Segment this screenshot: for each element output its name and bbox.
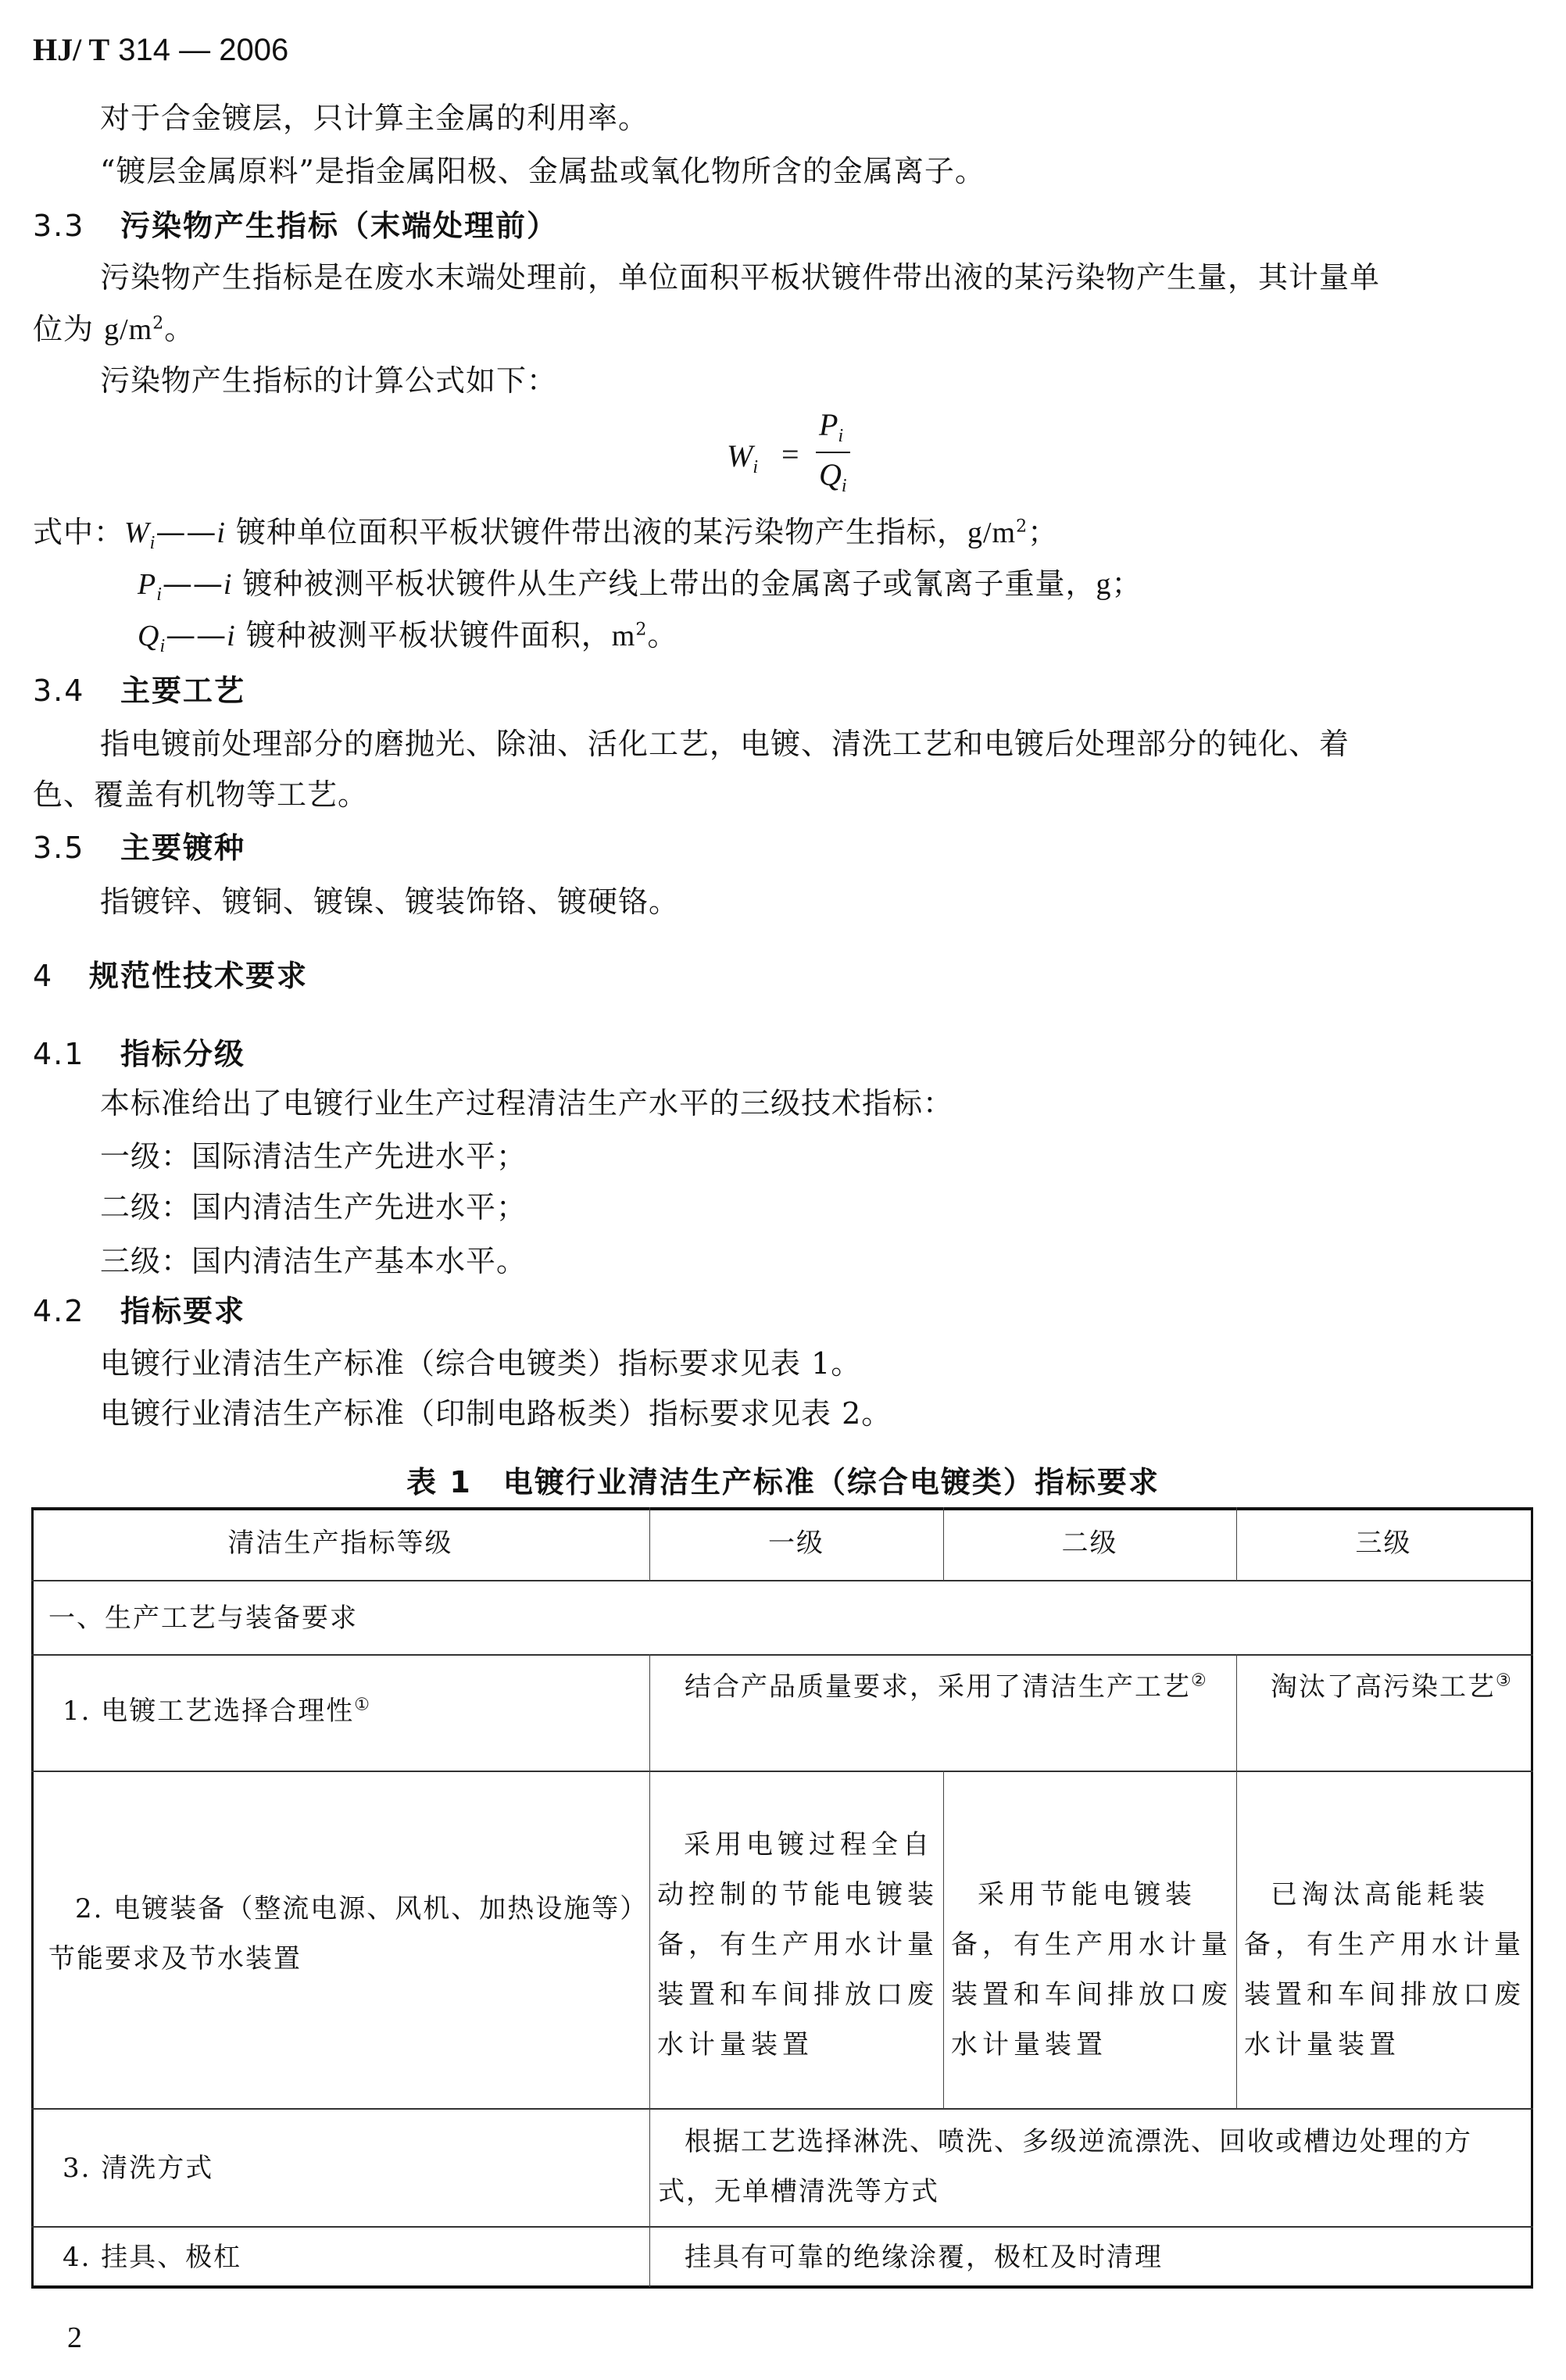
formula-pollutant-index: [727, 406, 883, 500]
unit-exponent: 2: [152, 313, 165, 334]
table-header-level-1: 一级: [768, 1528, 824, 1559]
section-title: 指标要求: [120, 1294, 246, 1328]
section-heading-4-1: [33, 1036, 245, 1072]
section-title: 指标分级: [120, 1037, 246, 1071]
paragraph-alloy-note: 对于合金镀层，只计算主金属的利用率。: [100, 101, 649, 135]
section-title: 主要工艺: [120, 674, 246, 708]
formula-equals: =: [781, 437, 799, 472]
paragraph-metal-material-definition: “镀层金属原料”是指金属阳极、金属盐或氧化物所含的金属离子。: [100, 154, 985, 188]
table-row-2-level-3: 已淘汰高能耗装备，有生产用水计量装置和车间排放口废水计量装置: [1244, 1879, 1525, 2060]
formula-numerator: $P_i$: [819, 407, 844, 446]
section-number: 4: [33, 959, 54, 993]
paragraph-pollutant-definition-line2: [33, 311, 195, 348]
table-row-3-all-levels: 根据工艺选择淋洗、喷洗、多级逆流漂洗、回收或槽边处理的方式，无单槽清洗等方式: [658, 2126, 1472, 2207]
grade-level-3: 三级：国内清洁生产基本水平。: [100, 1244, 527, 1278]
table-title: 表 1 电镀行业清洁生产标准（综合电镀类）指标要求: [406, 1465, 1160, 1499]
standard-code-header: [33, 31, 288, 69]
row-divider: [31, 2226, 1533, 2228]
grade-level-1: 一级：国际清洁生产先进水平；: [100, 1139, 527, 1174]
where-clause-p: $P_i——i$ 镀种被测平板状镀件从生产线上带出的金属离子或氰离子重量，g；: [138, 566, 1142, 605]
paragraph-table2-reference: 电镀行业清洁生产标准（印制电路板类）指标要求见表 2。: [100, 1396, 892, 1431]
table-row-2-level-1: 采用电镀过程全自动控制的节能电镀装备，有生产用水计量装置和车间排放口废水计量装置: [657, 1829, 939, 2060]
paragraph-grading-intro: 本标准给出了电镀行业生产过程清洁生产水平的三级技术指标：: [100, 1086, 954, 1120]
paragraph-pollutant-definition-line1: 污染物产生指标是在废水末端处理前，单位面积平板状镀件带出液的某污染物产生量，其计量单: [100, 260, 1381, 295]
table-row-2-level-2: 采用节能电镀装备，有生产用水计量装置和车间排放口废水计量装置: [951, 1879, 1232, 2060]
paragraph-main-plating-types: 指镀锌、镀铜、镀镍、镀装饰铬、镀硬铬。: [100, 884, 680, 919]
table-row-1-indicator: 1. 电镀工艺选择合理性①: [63, 1695, 371, 1727]
row-divider: [31, 1654, 1533, 1656]
where-clause-q: $Q_i——i$ 镀种被测平板状镀件面积，$m^2$。: [138, 618, 678, 656]
section-heading-3-5: [33, 830, 245, 866]
standard-code-prefix: HJ/ T: [33, 32, 110, 67]
section-number: 3.3: [33, 209, 85, 243]
paragraph-main-processes-line2: 色、覆盖有机物等工艺。: [33, 777, 369, 812]
table-row-1-level-3: 淘汰了高污染工艺③: [1271, 1671, 1513, 1703]
section-number: 4.1: [33, 1037, 85, 1071]
text-prefix: 位为: [33, 312, 105, 346]
where-clause-w: 式中：$W_i——i$ 镀种单位面积平板状镀件带出液的某污染物产生指标，$g/m^2$；: [33, 515, 1059, 553]
table-header-indicator-level: 清洁生产指标等级: [227, 1528, 453, 1559]
section-heading-3-3: [33, 208, 558, 244]
grade-level-2: 二级：国内清洁生产先进水平；: [100, 1190, 527, 1224]
text-end: 。: [164, 312, 195, 346]
table-row-3-indicator: 3. 清洗方式: [63, 2153, 214, 2184]
column-divider: [1236, 1654, 1237, 2109]
table-right-rule: [1531, 1507, 1533, 2289]
section-title: 污染物产生指标（末端处理前）: [120, 209, 559, 243]
table-bottom-rule: [31, 2285, 1533, 2289]
column-divider: [943, 1771, 944, 2109]
section-number: 3.4: [33, 674, 85, 708]
table-row-1-level-1-2: 结合产品质量要求，采用了清洁生产工艺②: [685, 1671, 1208, 1703]
formula-lhs: $W_i$: [727, 438, 758, 477]
row-divider: [31, 2108, 1533, 2110]
table-header-level-3: 三级: [1355, 1528, 1412, 1559]
section-title: 规范性技术要求: [89, 959, 309, 993]
section-heading-3-4: [33, 673, 245, 709]
table-header-level-2: 二级: [1061, 1528, 1118, 1559]
where-label: 式中：: [33, 515, 125, 549]
formula-denominator: $Q_i$: [819, 457, 847, 496]
section-heading-4: [33, 958, 308, 994]
table-row-4-all-levels: 挂具有可靠的绝缘涂覆，极杠及时清理: [685, 2242, 1163, 2273]
indicator-requirements-table: [31, 1507, 1533, 2288]
paragraph-formula-intro: 污染物产生指标的计算公式如下：: [100, 363, 558, 398]
section-number: 4.2: [33, 1294, 85, 1328]
paragraph-table1-reference: 电镀行业清洁生产标准（综合电镀类）指标要求见表 1。: [100, 1346, 862, 1381]
paragraph-main-processes-line1: 指电镀前处理部分的磨抛光、除油、活化工艺，电镀、清洗工艺和电镀后处理部分的钝化、着: [100, 727, 1350, 761]
section-heading-4-2: [33, 1293, 245, 1329]
table-top-rule: [31, 1507, 1533, 1510]
section-number: 3.5: [33, 831, 85, 865]
section-title: 主要镀种: [120, 831, 246, 865]
row-divider: [31, 1771, 1533, 1772]
unit: g/m: [104, 313, 153, 346]
page-number: 2: [67, 2321, 82, 2354]
column-divider: [649, 1654, 650, 2287]
table-section-heading: 一、生产工艺与装备要求: [48, 1603, 358, 1634]
table-row-2-indicator: 2. 电镀装备（整流电源、风机、加热设施等）节能要求及节水装置: [48, 1893, 635, 1974]
table-left-rule: [31, 1507, 34, 2289]
fraction-bar: [816, 452, 850, 453]
standard-code-number: 314 — 2006: [109, 33, 289, 67]
table-row-4-indicator: 4. 挂具、极杠: [63, 2242, 242, 2273]
